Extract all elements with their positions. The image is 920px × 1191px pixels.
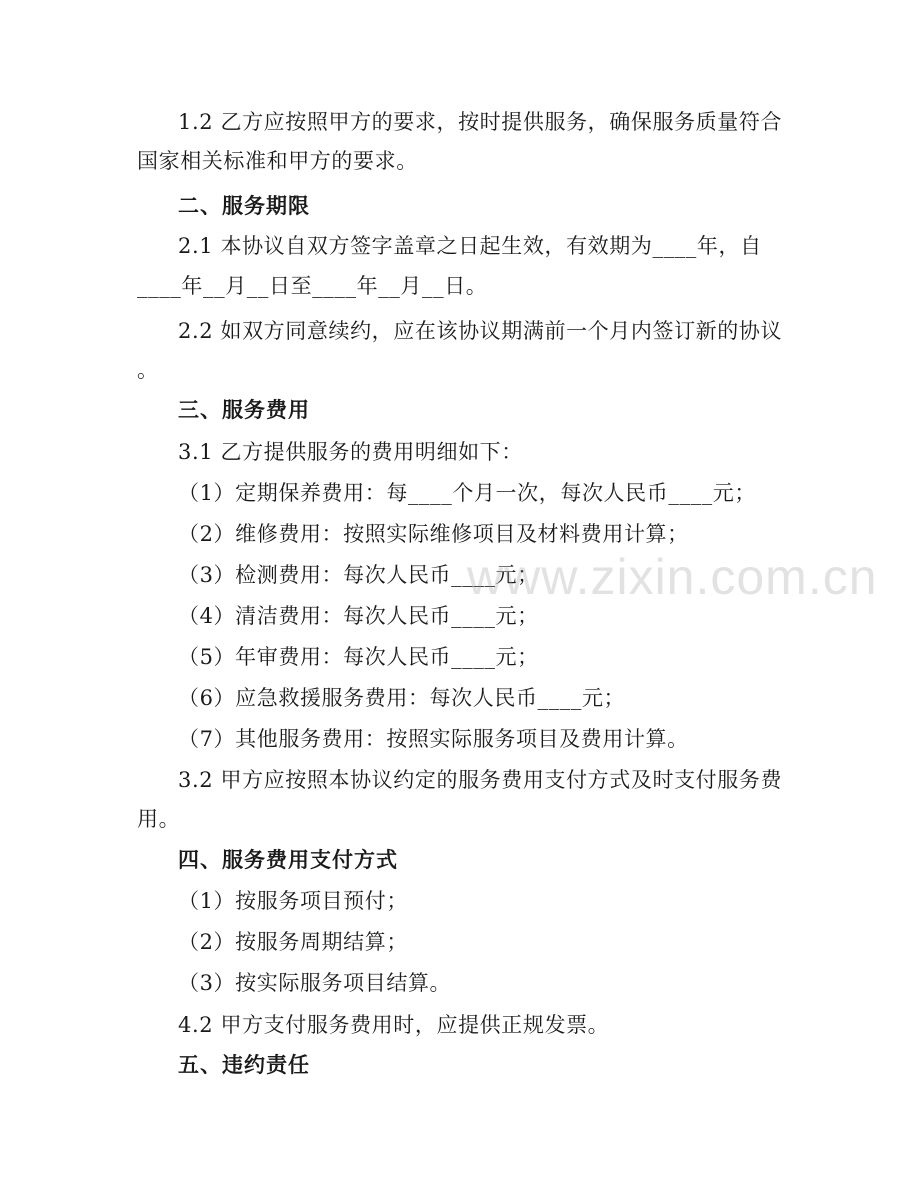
- fee-item-3: （3）检测费用：每次人民币____元；: [178, 563, 539, 587]
- paragraph-2-1-line-1: 2.1 本协议自双方签字盖章之日起生效，有效期为____年，自: [178, 234, 762, 258]
- section-heading-service-fees: 三、服务费用: [178, 398, 310, 422]
- section-heading-service-period: 二、服务期限: [178, 194, 310, 218]
- paragraph-4-2: 4.2 甲方支付服务费用时，应提供正规发票。: [178, 1013, 610, 1037]
- payment-option-3: （3）按实际服务项目结算。: [178, 971, 452, 995]
- section-heading-payment-method: 四、服务费用支付方式: [178, 848, 398, 872]
- paragraph-2-1-line-2: ____年__月__日至____年__月__日。: [137, 274, 488, 298]
- fee-item-2: （2）维修费用：按照实际维修项目及材料费用计算；: [178, 522, 689, 546]
- paragraph-3-2-line-2: 用。: [137, 807, 181, 831]
- paragraph-3-2-line-1: 3.2 甲方应按照本协议约定的服务费用支付方式及时支付服务费: [178, 768, 783, 792]
- fee-item-5: （5）年审费用：每次人民币____元；: [178, 645, 539, 669]
- payment-option-2: （2）按服务周期结算；: [178, 930, 408, 954]
- paragraph-2-2-line-1: 2.2 如双方同意续约，应在该协议期满前一个月内签订新的协议: [178, 319, 783, 343]
- section-heading-breach-liability: 五、违约责任: [178, 1053, 310, 1077]
- watermark-text: www.zixin.com.cn: [467, 549, 878, 605]
- fee-item-6: （6）应急救援服务费用：每次人民币____元；: [178, 686, 626, 710]
- paragraph-1-2-line-1: 1.2 乙方应按照甲方的要求，按时提供服务，确保服务质量符合: [178, 110, 783, 134]
- paragraph-2-2-line-2: 。: [137, 358, 159, 382]
- fee-item-1: （1）定期保养费用：每____个月一次，每次人民币____元；: [178, 481, 756, 505]
- fee-item-7: （7）其他服务费用：按照实际服务项目及费用计算。: [178, 727, 689, 751]
- paragraph-3-1: 3.1 乙方提供服务的费用明细如下：: [178, 440, 523, 464]
- paragraph-1-2-line-2: 国家相关标准和甲方的要求。: [137, 149, 418, 173]
- fee-item-4: （4）清洁费用：每次人民币____元；: [178, 604, 539, 628]
- payment-option-1: （1）按服务项目预付；: [178, 889, 408, 913]
